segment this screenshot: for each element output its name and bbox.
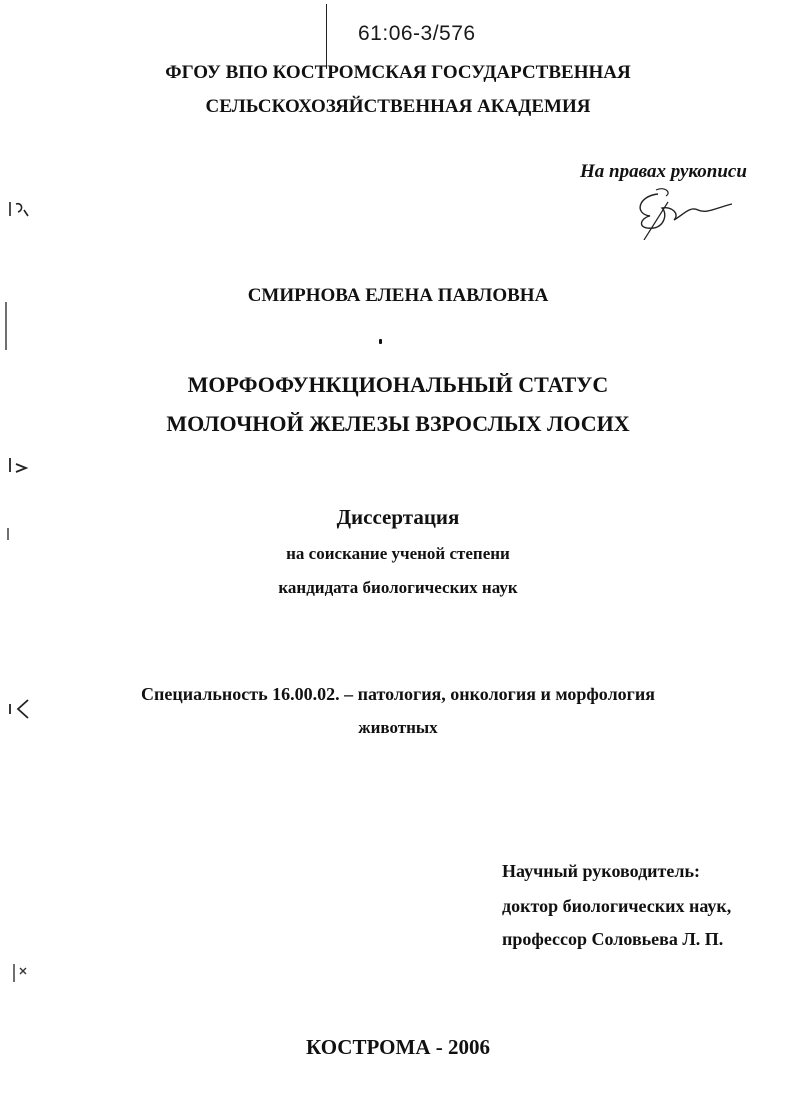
document-type: Диссертация <box>336 505 460 529</box>
supervisor-name: профессор Соловьева Л. П. <box>502 929 724 949</box>
specialty-line-1: Специальность 16.00.02. – патология, онкология и морфология <box>141 684 655 704</box>
organization-line-2: СЕЛЬСКОХОЗЯЙСТВЕННАЯ АКАДЕМИЯ <box>205 96 591 117</box>
rights-note: На правах рукописи <box>580 161 747 182</box>
supervisor-label: Научный руководитель: <box>502 861 700 881</box>
archive-stamp-code: 61:06-3/576 <box>358 22 476 45</box>
thesis-title-line-1: МОРФОФУНКЦИОНАЛЬНЫЙ СТАТУС <box>187 372 609 397</box>
author-name: СМИРНОВА ЕЛЕНА ПАВЛОВНА <box>247 285 549 306</box>
city-year: КОСТРОМА - 2006 <box>306 1035 490 1059</box>
degree-line-2: кандидата биологических наук <box>278 578 518 597</box>
margin-scan-line-icon <box>2 300 10 352</box>
margin-scan-mark-icon <box>6 696 34 722</box>
thesis-title-line-2: МОЛОЧНОЙ ЖЕЛЕЗЫ ВЗРОСЛЫХ ЛОСИХ <box>166 411 630 436</box>
margin-scan-tick-icon <box>4 526 12 542</box>
organization-line-1: ФГОУ ВПО КОСТРОМСКАЯ ГОСУДАРСТВЕННАЯ <box>165 62 631 83</box>
degree-line-1: на соискание ученой степени <box>286 544 510 563</box>
specialty-line-2: животных <box>358 718 438 737</box>
margin-scan-mark-icon <box>6 454 32 476</box>
supervisor-degree: доктор биологических наук, <box>502 896 732 916</box>
stray-mark <box>379 339 382 344</box>
margin-scan-mark-icon <box>6 196 32 220</box>
signature-icon <box>628 184 738 240</box>
margin-scan-mark-icon <box>8 960 32 986</box>
